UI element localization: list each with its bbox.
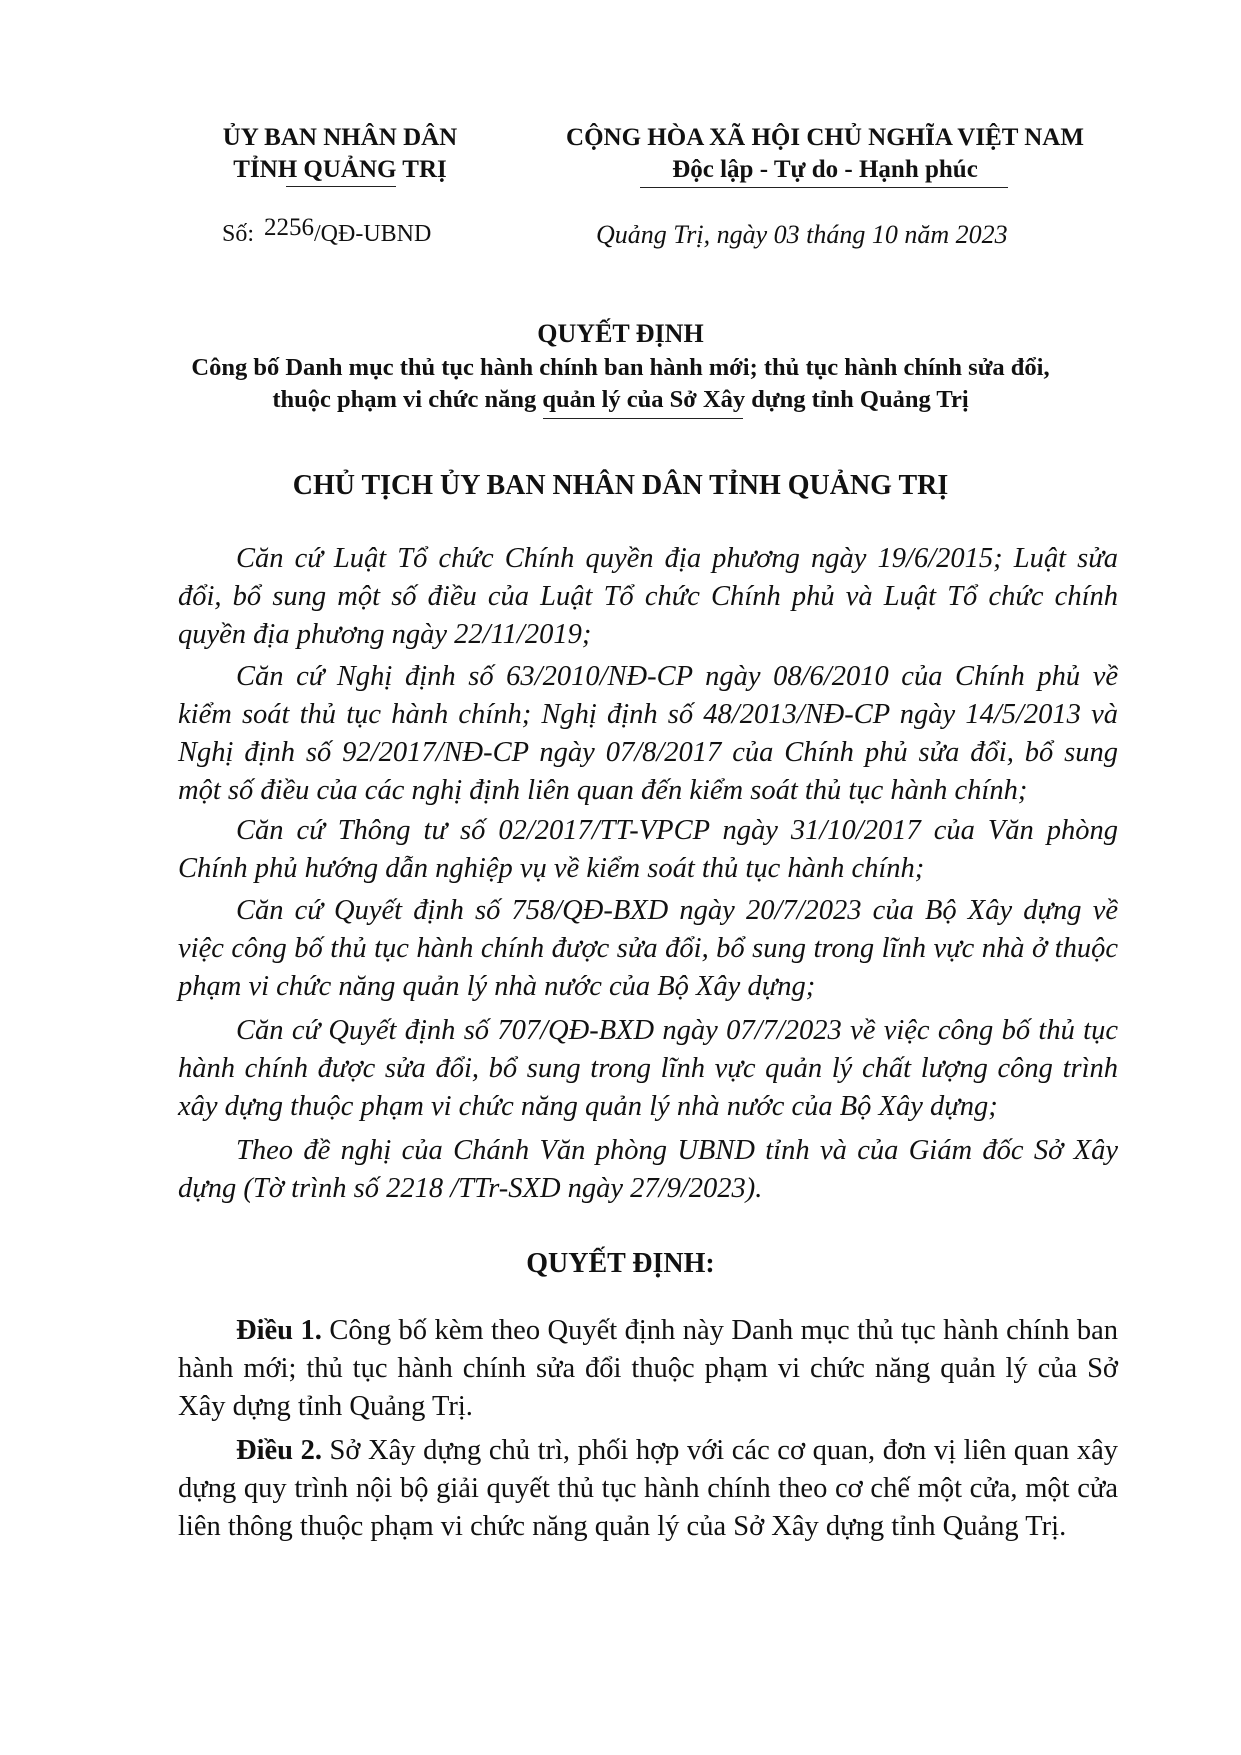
agency-name-line1: ỦY BAN NHÂN DÂN xyxy=(222,124,458,151)
preamble-legal-basis-3: Căn cứ Thông tư số 02/2017/TT-VPCP ngày 31/10/2017 của Văn phòng Chính phủ hướng dẫn nghiệp vụ về kiểm soát thủ tục hành chính; xyxy=(178,815,1118,884)
number-value: 2256 xyxy=(264,214,315,241)
number-prefix: Số: xyxy=(222,221,255,247)
title-underline xyxy=(543,418,743,419)
preamble-legal-basis-5: Căn cứ Quyết định số 707/QĐ-BXD ngày 07/7/2023 về việc công bố thủ tục hành chính được sửa đổi, bổ sung trong lĩnh vực quản lý chất lượng công trình xây dựng thuộc phạm vi chức năng quản lý nhà nước của Bộ Xây dựng; xyxy=(178,1015,1118,1122)
article-1 xyxy=(178,1312,1118,1426)
agency-name-line2: TỈNH QUẢNG TRỊ xyxy=(233,156,447,183)
document-number xyxy=(222,214,432,248)
preamble-legal-basis-1: Căn cứ Luật Tổ chức Chính quyền địa phương ngày 19/6/2015; Luật sửa đổi, bổ sung một số điều của Luật Tổ chức Chính phủ và Luật Tổ chức chính quyền địa phương ngày 22/11/2019; xyxy=(178,543,1118,650)
article-2 xyxy=(178,1432,1118,1546)
nation-motto: Độc lập - Tự do - Hạnh phúc xyxy=(672,156,978,183)
place-date: Quảng Trị, ngày 03 tháng 10 năm 2023 xyxy=(596,220,1008,249)
preamble-legal-basis-2: Căn cứ Nghị định số 63/2010/NĐ-CP ngày 08/6/2010 của Chính phủ về kiểm soát thủ tục hành chính; Nghị định số 48/2013/NĐ-CP ngày 14/5/2013 và Nghị định số 92/2017/NĐ-CP ngày 07/8/2017 của Chính phủ sửa đổi, bổ sung một số điều của các nghị định liên quan đến kiểm soát thủ tục hành chính; xyxy=(178,661,1118,806)
agency-underline xyxy=(286,186,396,187)
decision-heading: QUYẾT ĐỊNH: xyxy=(526,1248,715,1279)
issuing-authority: CHỦ TỊCH ỦY BAN NHÂN DÂN TỈNH QUẢNG TRỊ xyxy=(292,470,949,501)
document-title: QUYẾT ĐỊNH xyxy=(537,319,704,348)
preamble-proposal: Theo đề nghị của Chánh Văn phòng UBND tỉnh và của Giám đốc Sở Xây dựng (Tờ trình số 2218 /TTr-SXD ngày 27/9/2023). xyxy=(178,1135,1118,1204)
article-2-text: Sở Xây dựng chủ trì, phối hợp với các cơ quan, đơn vị liên quan xây dựng quy trình nội bộ giải quyết thủ tục hành chính theo cơ chế một cửa, một cửa liên thông thuộc phạm vi chức năng quản lý của Sở Xây dựng tỉnh Quảng Trị. xyxy=(178,1435,1119,1542)
motto-underline xyxy=(640,187,1008,188)
document-subtitle-line2: thuộc phạm vi chức năng quản lý của Sở Xây dựng tỉnh Quảng Trị xyxy=(272,386,969,413)
nation-name: CỘNG HÒA XÃ HỘI CHỦ NGHĨA VIỆT NAM xyxy=(566,124,1084,151)
article-2-label: Điều 2. xyxy=(236,1435,322,1466)
number-suffix: /QĐ-UBND xyxy=(314,221,432,247)
document-subtitle-line1: Công bố Danh mục thủ tục hành chính ban hành mới; thủ tục hành chính sửa đổi, xyxy=(191,354,1050,381)
article-1-label: Điều 1. xyxy=(236,1315,322,1346)
article-1-text: Công bố kèm theo Quyết định này Danh mục thủ tục hành chính ban hành mới; thủ tục hành chính sửa đổi thuộc phạm vi chức năng quản lý của Sở Xây dựng tỉnh Quảng Trị. xyxy=(178,1315,1119,1422)
preamble-legal-basis-4: Căn cứ Quyết định số 758/QĐ-BXD ngày 20/7/2023 của Bộ Xây dựng về việc công bố thủ tục hành chính được sửa đổi, bổ sung trong lĩnh vực nhà ở thuộc phạm vi chức năng quản lý nhà nước của Bộ Xây dựng; xyxy=(178,895,1118,1002)
